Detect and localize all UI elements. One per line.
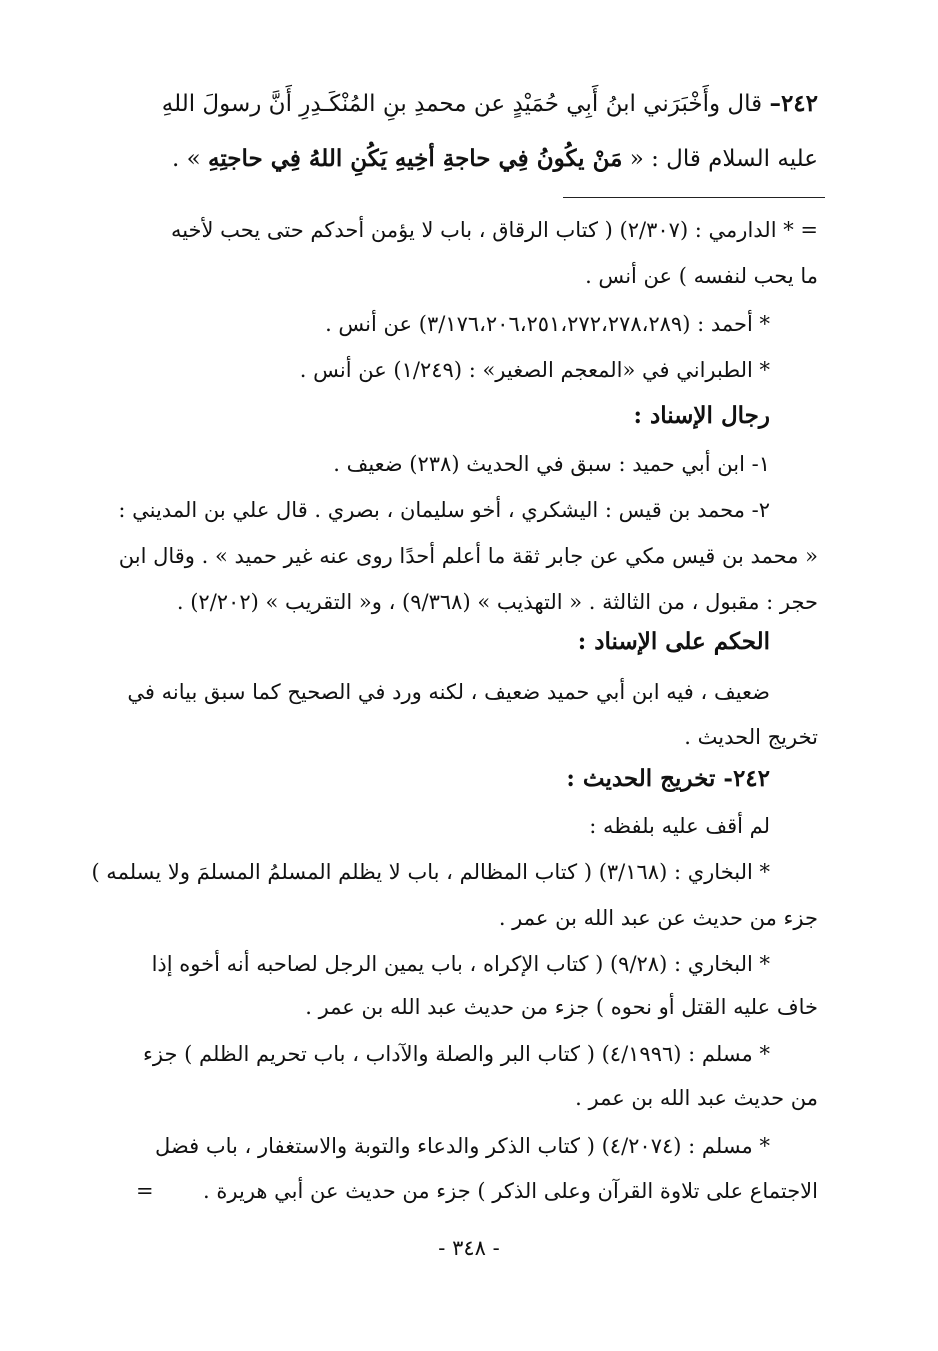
rijal-heading: رجال الإسناد :	[633, 402, 770, 429]
hukm-line-1: ضعيف ، فيه ابن أبي حميد ضعيف ، لكنه ورد في الصحيح كما سبق بيانه في	[127, 680, 770, 704]
footnote-separator	[563, 197, 825, 198]
hadith-line-1	[118, 90, 818, 119]
muslim-1-line-1: * مسلم : (٤/١٩٩٦) ( كتاب البر والصلة والآداب ، باب تحريم الظلم ) جزء	[142, 1042, 770, 1066]
bukhari-2-line-2: خاف عليه القتل أو نحوه ) جزء من حديث عبد الله بن عمر .	[305, 995, 818, 1019]
bukhari-2-line-1: * البخاري : (٩/٢٨) ( كتاب الإكراه ، باب يمين الرجل لصاحبه أنه أخوه إذا	[151, 952, 770, 976]
hadith-line-1-text: قال وأَخْبَرَني ابنُ أَبِي حُمَيْدٍ عن محمدِ بنِ المُنْكَـدِرِ أَنَّ رسولَ اللهِ	[161, 91, 770, 117]
hukm-heading: الحكم على الإسناد :	[577, 628, 770, 655]
rijal-item-2-line-1: ٢- محمد بن قيس : اليشكري ، أخو سليمان ، بصري . قال علي بن المديني :	[118, 498, 770, 522]
muslim-2-line-1: * مسلم : (٤/٢٠٧٤) ( كتاب الذكر والدعاء والتوبة والاستغفار ، باب فضل	[155, 1134, 770, 1158]
lam-aqif-line: لم أقف عليه بلفظه :	[589, 814, 770, 838]
rijal-item-1: ١- ابن أبي حميد : سبق في الحديث (٢٣٨) ضعيف .	[333, 452, 770, 476]
rijal-item-2-line-2: « محمد بن قيس مكي عن جابر ثقة ما أعلم أحدًا روى عنه غير حميد » . وقال ابن	[118, 544, 818, 568]
hadith-quote: مَنْ يكُونُ فِي حاجةِ أخِيهِ يَكُنِ اللهُ فِي حاجتِهِ	[207, 145, 623, 172]
page-number: - ٣٤٨ -	[438, 1236, 500, 1260]
rijal-item-2-line-3: حجر : مقبول ، من الثالثة . « التهذيب » (٩/٣٦٨) ، و« التقريب » (٢/٢٠٢) .	[176, 590, 818, 614]
muslim-2-line-2: الاجتماع على تلاوة القرآن وعلى الذكر ) جزء من حديث عن أبي هريرة .	[203, 1179, 818, 1203]
bukhari-1-line-2: جزء من حديث عن عبد الله بن عمر .	[498, 906, 818, 930]
hadith-number: ٢٤٢–	[769, 90, 818, 117]
bukhari-1-line-1: * البخاري : (٣/١٦٨) ( كتاب المظالم ، باب لا يظلم المسلمُ المسلمَ ولا يسلمه )	[91, 860, 770, 884]
hadith-line-2-text: عليه السلام قال : «	[622, 146, 818, 172]
hukm-line-2: تخريج الحديث .	[684, 725, 818, 749]
muslim-1-line-2: من حديث عبد الله بن عمر .	[575, 1086, 818, 1110]
takhrij-heading: ٢٤٢- تخريج الحديث :	[566, 765, 770, 792]
darimi-line-1: = * الدارمي : (٢/٣٠٧) ( كتاب الرقاق ، باب لا يؤمن أحدكم حتى يحب لأخيه	[170, 218, 818, 242]
hadith-line-2	[118, 145, 818, 174]
ahmad-line: * أحمد : (٣/١٧٦،٢٠٦،٢٥١،٢٧٢،٢٧٨،٢٨٩) عن أنس .	[325, 312, 770, 336]
continuation-mark: =	[136, 1179, 154, 1203]
darimi-line-2: ما يحب لنفسه ) عن أنس .	[585, 264, 818, 288]
hadith-line-2-end: » .	[171, 146, 208, 172]
tabarani-line: * الطبراني في «المعجم الصغير» : (١/٢٤٩) عن أنس .	[299, 358, 770, 382]
